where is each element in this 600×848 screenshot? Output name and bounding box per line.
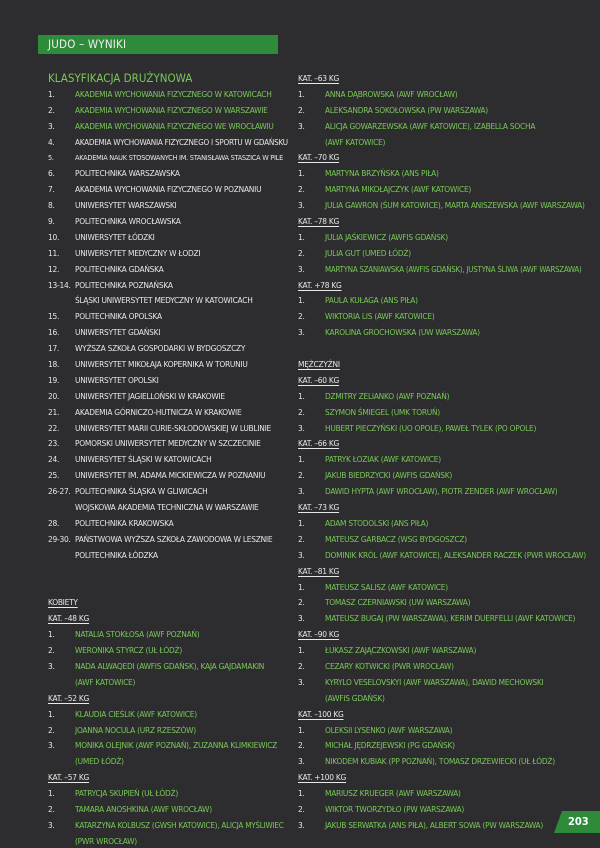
result-name: JULIA GUT (UMED ŁÓDŹ) [325,247,411,258]
result-row [298,548,588,564]
result-row [298,309,588,325]
result-row [298,246,588,262]
category-heading: KAT. –57 KG [48,772,90,783]
result-row [48,166,288,182]
place-number [48,675,75,691]
place-number: 2. [298,247,305,258]
category-heading: KAT. –66 KG [298,438,340,449]
result-row [298,230,588,246]
result-row [48,421,288,437]
result-row [48,262,288,278]
category-heading: KAT. +78 KG [298,279,342,290]
result-name: POLITECHNIKA POZNAŃSKA [75,279,173,290]
result-row [48,357,288,373]
place-number: 2. [48,104,55,115]
result-name: ALEKSANDRA SOKOŁOWSKA (PW WARSZAWA) [325,104,488,115]
result-name: WIKTOR TWORZYDŁO (PW WARSZAWA) [325,803,465,814]
place-number: 2. [48,645,55,656]
result-row [48,309,288,325]
result-name: DZMITRY ZELIANKO (AWF POZNAŃ) [325,390,450,401]
result-name: JAKUB SERWATKA (ANS PIŁA), ALBERT SOWA (PW WARSZAWA) [325,819,544,830]
result-name: DAWID HYPTA (AWF WROCŁAW), PIOTR ZENDER (AWF WROCŁAW) [325,486,558,497]
result-name: (UMED ŁÓDŹ) [75,756,124,767]
result-row [298,135,588,151]
result-name: UNIWERSYTET MIKOŁAJA KOPERNIKA W TORUNIU [75,359,248,370]
result-row [48,341,288,357]
result-row [298,468,588,484]
place-number: 2. [298,660,305,671]
result-name: KLAUDIA CIEŚLIK (AWF KATOWICE) [75,708,197,719]
result-name: MARTYNA BRZYŃSKA (ANS PIŁA) [325,168,439,179]
result-name: MONIKA OLEJNIK (AWF POZNAŃ), ZUZANNA KLIMKIEWICZ [75,740,278,751]
result-name: TAMARA ANOSHKINA (AWF WROCŁAW) [75,803,212,814]
place-number: 1. [298,168,305,179]
place-number: 15. [48,311,60,322]
place-number: 1. [48,788,55,799]
result-row [298,452,588,468]
result-name: UNIWERSYTET MARII CURIE-SKŁODOWSKIEJ W LUBLINIE [75,422,272,433]
result-name: MARIUSZ KRUEGER (AWF WARSZAWA) [325,788,461,799]
place-number: 9. [48,216,55,227]
result-name: JULIA JAŚKIEWICZ (AWFIS GDAŃSK) [325,231,448,242]
result-name: KYRYLO VESELOVSKYI (AWF WARSZAWA), DAWID MECHOWSKI [325,676,544,687]
result-row [48,246,288,262]
result-name: AKADEMIA WYCHOWANIA FIZYCZNEGO WE WROCŁAWIU [75,120,274,131]
result-row [48,675,288,691]
result-name: UNIWERSYTET ŁÓDZKI [75,231,155,242]
result-row [48,230,288,246]
place-number: 19. [48,374,60,385]
place-number [48,548,75,564]
result-row [48,135,288,151]
place-number: 3. [298,264,305,274]
result-row [298,405,588,421]
section-header [38,35,278,54]
result-name: ALICJA GOWARZEWSKA (AWF KATOWICE), IZABELLA SOCHA [325,120,536,131]
result-name: UNIWERSYTET ŚLĄSKI W KATOWICACH [75,454,212,465]
result-row [298,675,588,691]
result-name: UNIWERSYTET GDAŃSKI [75,327,161,338]
place-number: 1. [298,517,305,528]
result-name: POLITECHNIKA WROCŁAWSKA [75,216,181,227]
result-name: WIKTORIA LIS (AWF KATOWICE) [325,311,435,322]
place-number: 5. [48,153,54,163]
result-name: MICHAŁ JĘDRZEJEWSKI (PG GDAŃSK) [325,740,455,751]
result-row [298,262,588,278]
result-name: MARTYNA MIKOŁAJCZYK (AWF KATOWICE) [325,184,472,195]
result-name: PAŃSTWOWA WYŻSZA SZKOŁA ZAWODOWA W LESZNIE [75,533,273,544]
category-heading: KAT. –73 KG [298,502,340,513]
place-number: 16. [48,327,60,338]
place-number: 1. [298,390,305,401]
result-name: AKADEMIA WYCHOWANIA FIZYCZNEGO W KATOWICACH [75,88,272,99]
place-number: 3. [298,120,305,131]
place-number: 3. [298,676,305,687]
place-number: 2. [298,104,305,115]
result-name: UNIWERSYTET MEDYCZNY W ŁODZI [75,247,201,258]
result-name: (PWR WROCŁAW) [75,835,137,846]
place-number: 3. [298,613,305,624]
place-number: 3. [298,819,305,830]
result-row [48,659,288,675]
result-name: ANNA DĄBROWSKA (AWF WROCŁAW) [325,88,458,99]
category-heading: KAT. –78 KG [298,216,340,227]
place-number: 3. [298,422,305,433]
result-name: KATARZYNA KOLBUSZ (GWSH KATOWICE), ALICJA MYŚLIWIEC [75,819,284,830]
category-heading: KAT. –48 KG [48,613,90,624]
result-row [48,707,288,723]
result-name: POLITECHNIKA ŁÓDZKA [75,549,158,560]
place-number: 2. [298,311,305,322]
result-row [48,405,288,421]
section-title: JUDO – WYNIKI [48,37,127,51]
place-number: 3. [48,120,55,131]
result-row [298,198,588,214]
place-number: 1. [298,788,305,799]
place-number: 3. [48,740,55,751]
place-number: 12. [48,263,60,274]
result-row [298,643,588,659]
place-number: 25. [48,470,60,481]
result-row [298,293,588,309]
result-row [48,198,288,214]
place-number: 3. [298,200,305,211]
result-name: MATEUSZ BUGAJ (PW WARSZAWA), KERIM DUERFELLI (AWF KATOWICE) [325,613,576,624]
result-name: (AWF KATOWICE) [75,676,136,687]
result-row [298,595,588,611]
place-number: 22. [48,422,60,433]
result-name: WOJSKOWA AKADEMIA TECHNICZNA W WARSZAWIE [75,502,259,513]
result-row [298,119,588,135]
result-name: PATRYK ŁOZIAK (AWF KATOWICE) [325,454,441,465]
place-number: 2. [298,740,305,751]
result-row [48,150,288,166]
result-row [48,532,288,548]
result-row [48,738,288,754]
place-number [48,754,75,770]
result-row [48,818,288,834]
place-number: 1. [298,581,305,592]
result-name: WYŻSZA SZKOŁA GOSPODARKI W BYDGOSZCZY [75,343,246,354]
result-name: ŁUKASZ ZAJĄCZKOWSKI (AWF WARSZAWA) [325,645,477,656]
result-row [48,802,288,818]
place-number: 3. [298,486,305,497]
place-number: 7. [48,184,55,195]
category-heading: KAT. –63 KG [298,73,340,83]
result-name: MARTYNA SZANIAWSKA (AWFIS GDAŃSK), JUSTYNA ŚLIWA (AWF WARSZAWA) [325,264,582,274]
place-number: 13-14. [48,279,71,290]
place-number: 2. [298,184,305,195]
place-number: 1. [298,88,305,99]
category-heading: KOBIETY [48,597,78,608]
place-number: 20. [48,390,60,401]
place-number: 24. [48,454,60,465]
page-number: 203 [568,815,589,828]
result-name: AKADEMIA WYCHOWANIA FIZYCZNEGO I SPORTU W GDAŃSKU [75,136,288,147]
result-row [48,293,288,309]
result-row [298,325,588,341]
result-row [48,643,288,659]
result-row [48,278,288,294]
place-number [48,500,75,516]
result-name: CEZARY KOTWICKI (PWR WROCŁAW) [325,660,454,671]
result-row [298,818,588,834]
result-row [48,87,288,103]
result-row [48,182,288,198]
place-number: 2. [298,803,305,814]
results-column-right [298,71,588,834]
result-name: PATRYCJA SKUPIEŃ (UŁ ŁÓDŹ) [75,788,179,799]
result-row [298,516,588,532]
result-name: NATALIA STOKŁOSA (AWF POZNAŃ) [75,629,200,640]
results-column-left [48,71,288,848]
category-heading: KAT. –90 KG [298,629,340,640]
result-name: NIKODEM KUBIAK (PP POZNAŃ), TOMASZ DRZEWIECKI (UŁ ŁÓDŹ) [325,756,555,767]
result-row [298,166,588,182]
place-number: 3. [298,756,305,767]
result-name: OLEKSII LYSENKO (AWF WARSZAWA) [325,724,453,735]
place-number: 2. [298,533,305,544]
place-number: 17. [48,343,60,354]
result-row [48,516,288,532]
result-row [298,182,588,198]
result-name: NADA ALWAQEDI (AWFIS GDAŃSK), KAJA GAJDAMAKIN [75,660,265,671]
result-row [298,532,588,548]
team-ranking-title: KLASYFIKACJA DRUŻYNOWA [48,71,193,85]
place-number: 3. [48,819,55,830]
place-number: 3. [298,549,305,560]
place-number [298,135,325,151]
result-name: PAULA KUŁAGA (ANS PIŁA) [325,295,418,306]
result-name: POLITECHNIKA GDAŃSKA [75,263,164,274]
result-name: JOANNA NOCULA (URZ RZESZÓW) [75,724,196,735]
category-heading: MĘŻCZYŹNI [298,359,340,370]
result-name: POLITECHNIKA OPOLSKA [75,311,162,322]
place-number: 4. [48,136,55,147]
result-row [298,389,588,405]
result-name: UNIWERSYTET JAGIELLOŃSKI W KRAKOWIE [75,390,225,401]
result-name: JAKUB BIEDRZYCKI (AWFIS GDAŃSK) [325,470,453,481]
result-row [48,627,288,643]
result-name: MATEUSZ SALISZ (AWF KATOWICE) [325,581,448,592]
result-name: UNIWERSYTET WARSZAWSKI [75,200,177,211]
result-name: (AWF KATOWICE) [325,136,386,147]
result-row [298,691,588,707]
result-row [48,548,288,564]
result-row [298,723,588,739]
result-name: POLITECHNIKA WARSZAWSKA [75,168,180,179]
place-number: 1. [48,629,55,640]
result-name: DOMINIK KRÓL (AWF KATOWICE), ALEKSANDER RACZEK (PWR WROCŁAW) [325,549,586,560]
result-name: POLITECHNIKA ŚLĄSKA W GLIWICACH [75,486,208,497]
result-row [48,500,288,516]
result-name: SZYMON ŚMIEGEL (UMK TORUŃ) [325,406,440,417]
place-number: 28. [48,517,60,528]
result-row [298,611,588,627]
place-number: 1. [48,88,55,99]
place-number: 11. [48,247,60,258]
result-row [48,452,288,468]
result-row [298,87,588,103]
place-number: 2. [298,406,305,417]
result-name: TOMASZ CZERNIAWSKI (UW WARSZAWA) [325,597,471,608]
spacer [48,580,288,596]
result-name: AKADEMIA GÓRNICZO-HUTNICZA W KRAKOWIE [75,406,242,417]
place-number: 6. [48,168,55,179]
result-row [298,786,588,802]
place-number: 21. [48,406,60,417]
result-row [48,468,288,484]
category-heading: KAT. –70 KG [298,152,340,163]
result-row [48,484,288,500]
place-number [298,691,325,707]
spacer [48,564,288,580]
result-name: (AWFIS GDAŃSK) [325,692,385,703]
result-name: JULIA GAWRON (ŚUM KATOWICE), MARTA ANISZEWSKA (AWF WARSZAWA) [325,200,585,211]
result-name: AKADEMIA WYCHOWANIA FIZYCZNEGO W POZNANIU [75,184,262,195]
result-row [298,580,588,596]
category-heading: KAT. –60 KG [298,374,340,385]
result-row [48,389,288,405]
place-number: 10. [48,231,60,242]
result-row [48,834,288,848]
result-row [298,484,588,500]
place-number: 2. [48,724,55,735]
result-name: UNIWERSYTET IM. ADAMA MICKIEWICZA W POZNANIU [75,470,266,481]
result-name: WERONIKA STYRCZ (UŁ ŁÓDŹ) [75,645,183,656]
result-name: POMORSKI UNIWERSYTET MEDYCZNY W SZCZECINIE [75,438,261,449]
result-row [48,325,288,341]
place-number [48,293,75,309]
result-name: MATEUSZ GARBACZ (WSG BYDGOSZCZ) [325,533,467,544]
result-row [48,436,288,452]
place-number: 8. [48,200,55,211]
place-number: 23. [48,438,60,449]
place-number: 2. [298,470,305,481]
spacer [298,341,588,357]
place-number: 1. [298,645,305,656]
place-number: 26-27. [48,486,71,497]
place-number: 29-30. [48,533,71,544]
place-number: 18. [48,359,60,370]
place-number: 2. [298,597,305,608]
place-number: 1. [298,295,305,306]
result-name: POLITECHNIKA KRAKOWSKA [75,517,174,528]
result-row [48,723,288,739]
place-number: 1. [48,708,55,719]
result-name: AKADEMIA NAUK STOSOWANYCH IM. STANISŁAWA STASZICA W PILE [75,153,283,163]
result-row [48,786,288,802]
place-number: 1. [298,454,305,465]
place-number [48,834,75,848]
result-row [298,754,588,770]
result-name: HUBERT PIECZYŃSKI (UO OPOLE), PAWEŁ TYLEK (PO OPOLE) [325,422,537,433]
result-row [298,659,588,675]
result-row [48,103,288,119]
place-number: 2. [48,803,55,814]
category-heading: KAT. +100 KG [298,772,347,783]
result-name: ADAM STODOLSKI (ANS PIŁA) [325,517,429,528]
result-name: AKADEMIA WYCHOWANIA FIZYCZNEGO W WARSZAWIE [75,104,268,115]
result-row [48,214,288,230]
result-row [298,738,588,754]
page-badge-corner [554,811,562,833]
place-number: 3. [298,327,305,338]
category-heading: KAT. –81 KG [298,565,340,576]
result-row [48,119,288,135]
category-heading: KAT. –52 KG [48,692,90,703]
result-row [298,103,588,119]
place-number: 1. [298,231,305,242]
page-number-badge [562,811,600,833]
place-number: 3. [48,660,55,671]
result-row [48,373,288,389]
result-name: ŚLĄSKI UNIWERSYTET MEDYCZNY W KATOWICACH [75,295,253,306]
place-number: 1. [298,724,305,735]
category-heading: KAT. –100 KG [298,708,344,719]
result-name: UNIWERSYTET OPOLSKI [75,374,159,385]
result-row [298,802,588,818]
result-row [48,754,288,770]
result-name: KAROLINA GROCHOWSKA (UW WARSZAWA) [325,327,480,338]
result-row [298,421,588,437]
